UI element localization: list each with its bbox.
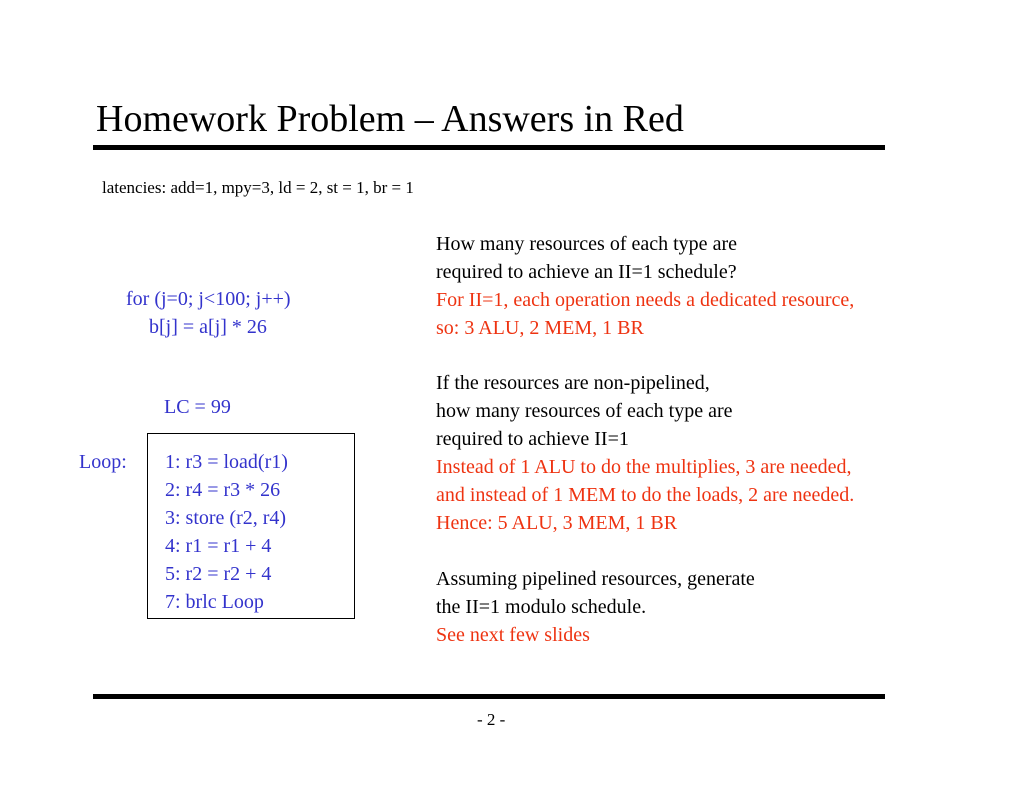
question-line: If the resources are non-pipelined, (436, 372, 710, 394)
latencies-note: latencies: add=1, mpy=3, ld = 2, st = 1, br = 1 (102, 178, 414, 197)
question-line: how many resources of each type are (436, 400, 733, 422)
qa-block-1 (436, 230, 854, 342)
source-code-line: for (j=0; j<100; j++) (126, 288, 291, 310)
answer-line: Hence: 5 ALU, 3 MEM, 1 BR (436, 512, 678, 534)
question-line: the II=1 modulo schedule. (436, 596, 647, 618)
loop-counter-init: LC = 99 (164, 396, 231, 418)
answer-line: so: 3 ALU, 2 MEM, 1 BR (436, 317, 644, 339)
question-line: How many resources of each type are (436, 233, 737, 255)
page-number: - 2 - (477, 710, 506, 729)
question-line: Assuming pipelined resources, generate (436, 568, 755, 590)
instruction-line: 1: r3 = load(r1) (165, 451, 288, 473)
answer-line: Instead of 1 ALU to do the multiplies, 3 are needed, (436, 456, 852, 478)
question-line: required to achieve an II=1 schedule? (436, 261, 737, 283)
question-line: required to achieve II=1 (436, 428, 629, 450)
answer-line: For II=1, each operation needs a dedicated resource, (436, 289, 855, 311)
slide-title: Homework Problem – Answers in Red (96, 98, 684, 140)
title-underline-divider (93, 145, 885, 150)
instruction-line: 5: r2 = r2 + 4 (165, 563, 272, 585)
instruction-line: 2: r4 = r3 * 26 (165, 479, 281, 501)
assembly-instructions (165, 448, 288, 616)
instruction-line: 7: brlc Loop (165, 591, 264, 613)
instruction-line: 4: r1 = r1 + 4 (165, 535, 272, 557)
qa-block-2 (436, 369, 854, 537)
qa-block-3 (436, 565, 755, 649)
answer-line: and instead of 1 MEM to do the loads, 2 are needed. (436, 484, 855, 506)
assembly-code-box (147, 433, 355, 619)
footer-divider (93, 694, 885, 699)
source-code-block (126, 285, 291, 341)
answer-line: See next few slides (436, 624, 590, 646)
loop-label: Loop: (79, 451, 127, 473)
source-code-line: b[j] = a[j] * 26 (149, 316, 267, 338)
instruction-line: 3: store (r2, r4) (165, 507, 287, 529)
